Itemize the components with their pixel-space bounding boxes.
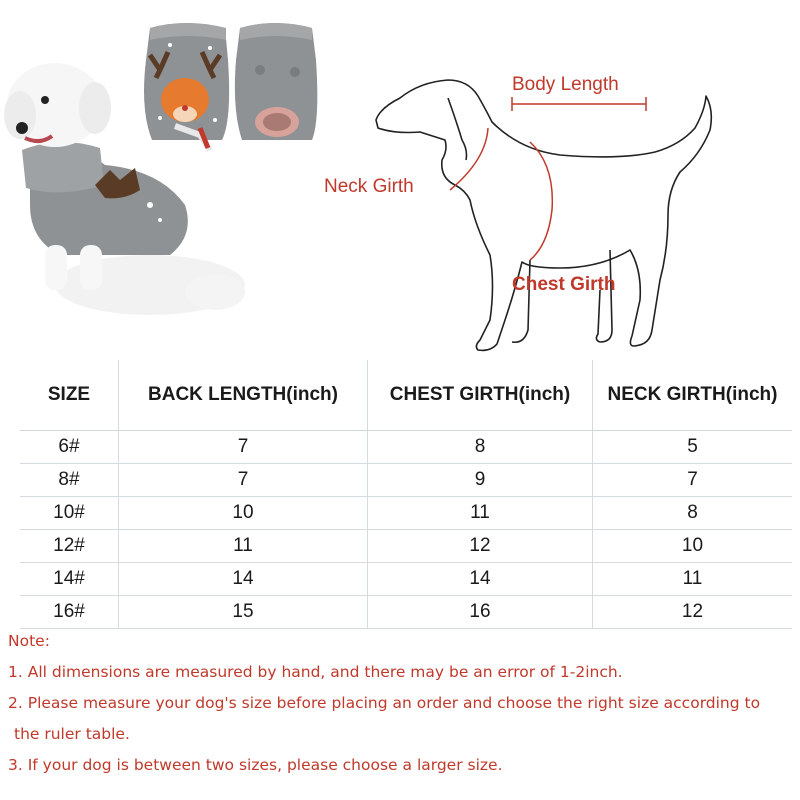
note-1: 1. All dimensions are measured by hand, and there may be an error of 1-2inch. — [8, 663, 623, 681]
cell-size: 12# — [20, 530, 119, 563]
cell-chest-girth: 8 — [368, 431, 593, 464]
note-2-continued: the ruler table. — [14, 725, 130, 743]
chest-girth-label: Chest Girth — [512, 274, 616, 295]
header-back-length: BACK LENGTH(inch) — [119, 360, 368, 431]
table-row — [20, 596, 792, 629]
cell-neck-girth: 8 — [593, 497, 793, 530]
cell-chest-girth: 11 — [368, 497, 593, 530]
cell-neck-girth: 12 — [593, 596, 793, 629]
body-length-label: Body Length — [512, 74, 619, 95]
header-size: SIZE — [20, 360, 119, 431]
cell-back-length: 15 — [119, 596, 368, 629]
cell-chest-girth: 16 — [368, 596, 593, 629]
notes-section — [8, 626, 798, 781]
cell-neck-girth: 10 — [593, 530, 793, 563]
cell-size: 6# — [20, 431, 119, 464]
neck-girth-label: Neck Girth — [324, 176, 414, 197]
cell-neck-girth: 7 — [593, 464, 793, 497]
cell-size: 16# — [20, 596, 119, 629]
cell-back-length: 7 — [119, 431, 368, 464]
cell-back-length: 14 — [119, 563, 368, 596]
sweater-back-photo — [235, 23, 317, 140]
size-chart-table — [20, 360, 792, 629]
cell-neck-girth: 5 — [593, 431, 793, 464]
cell-chest-girth: 14 — [368, 563, 593, 596]
cell-neck-girth: 11 — [593, 563, 793, 596]
cell-size: 14# — [20, 563, 119, 596]
table-row — [20, 563, 792, 596]
header-neck-girth: NECK GIRTH(inch) — [593, 360, 793, 431]
note-3: 3. If your dog is between two sizes, please choose a larger size. — [8, 756, 503, 774]
cell-back-length: 10 — [119, 497, 368, 530]
measurement-dog-outline — [376, 80, 711, 350]
cell-back-length: 11 — [119, 530, 368, 563]
cell-size: 10# — [20, 497, 119, 530]
cell-chest-girth: 12 — [368, 530, 593, 563]
table-row — [20, 497, 792, 530]
table-row — [20, 431, 792, 464]
cell-size: 8# — [20, 464, 119, 497]
header-chest-girth: CHEST GIRTH(inch) — [368, 360, 593, 431]
sweater-front-photo — [144, 23, 229, 150]
note-2: 2. Please measure your dog's size before placing an order and choose the right size according to — [8, 694, 761, 712]
cell-back-length: 7 — [119, 464, 368, 497]
table-header-row — [20, 360, 792, 431]
notes-title: Note: — [8, 632, 50, 650]
cell-chest-girth: 9 — [368, 464, 593, 497]
table-row — [20, 464, 792, 497]
table-row — [20, 530, 792, 563]
measurement-marks — [450, 97, 646, 260]
